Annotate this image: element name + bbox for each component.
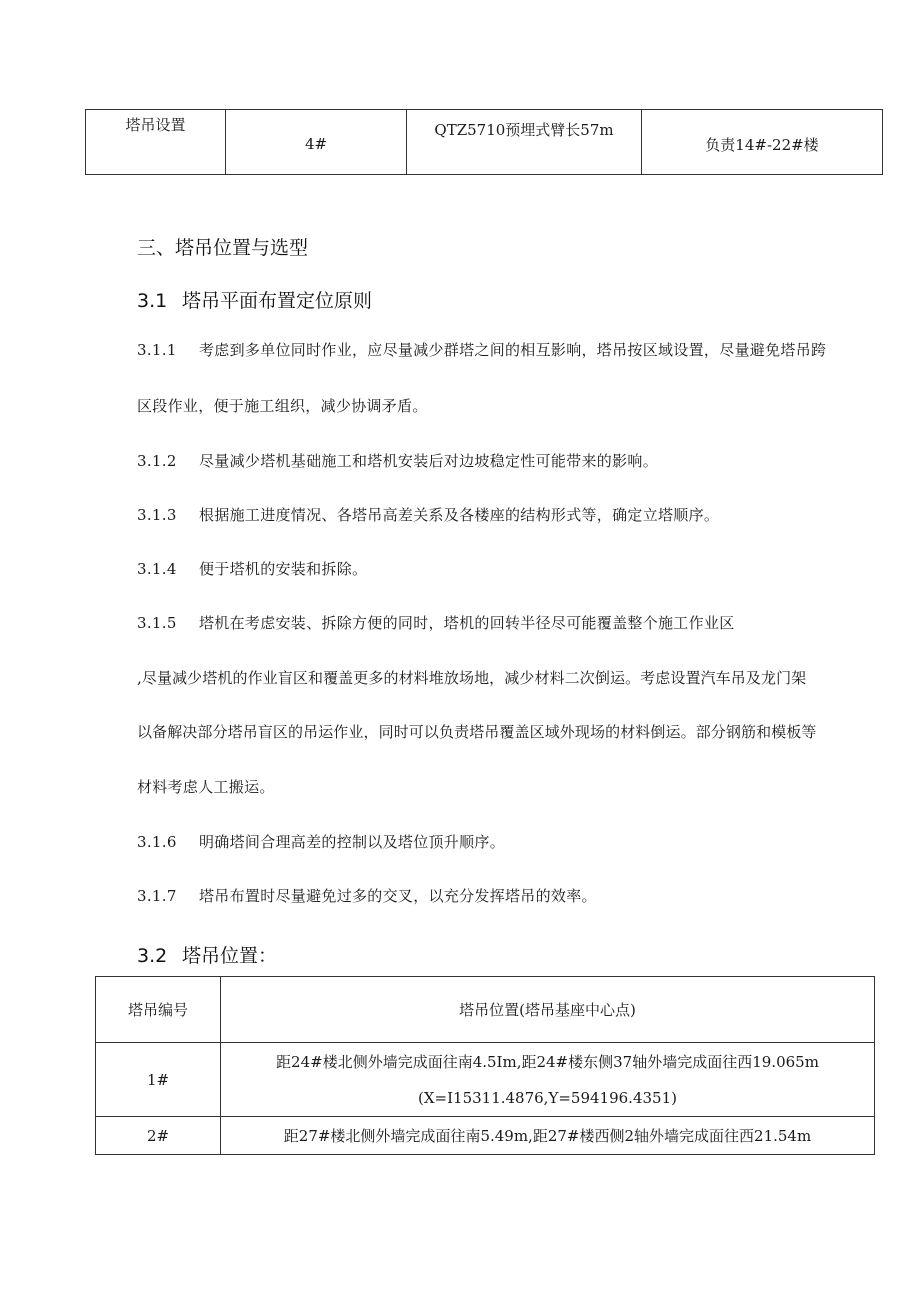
row-crane-position	[221, 1117, 875, 1155]
item-3-1-5-cont-2: 以备解决部分塔吊盲区的吊运作业，同时可以负责塔吊覆盖区域外现场的材料倒运。部分钢筋和模板等	[137, 723, 817, 741]
crane-setup-label: 塔吊设置	[125, 116, 186, 134]
subsection-3-1-number: 3.1	[137, 290, 168, 312]
crane-model-cell	[407, 110, 642, 175]
item-text: 尽量减少塔机基础施工和塔机安装后对边坡稳定性可能带来的影响。	[199, 452, 659, 470]
row-crane-id-value: 2#	[146, 1126, 170, 1145]
item-3-1-3	[137, 504, 719, 525]
subsection-3-1-title: 塔吊平面布置定位原则	[182, 290, 373, 312]
item-3-1-2	[137, 450, 658, 471]
crane-setup-label-cell	[86, 110, 226, 175]
item-3-1-7	[137, 885, 597, 906]
table-row	[96, 1043, 875, 1117]
item-3-1-5-cont-1: ,尽量减少塔机的作业盲区和覆盖更多的材料堆放场地，减少材料二次倒运。考虑设置汽车吊及龙门架	[137, 669, 807, 687]
item-text: 便于塔机的安装和拆除。	[199, 560, 368, 578]
crane-model: QTZ5710预埋式臂长57m	[434, 121, 614, 139]
item-3-1-4	[137, 558, 367, 579]
row-crane-id	[96, 1117, 221, 1155]
header-crane-id	[96, 977, 221, 1043]
item-text: 根据施工进度情况、各塔吊高差关系及各楼座的结构形式等，确定立塔顺序。	[199, 506, 720, 524]
row-crane-id-value: 1#	[146, 1070, 170, 1089]
item-number: 3.1.7	[137, 887, 177, 905]
item-3-1-5-cont-3: 材料考虑人工搬运。	[137, 778, 275, 796]
row-position-line-2: (X=I15311.4876,Y=594196.4351)	[418, 1088, 677, 1107]
section-title: 三、塔吊位置与选型	[137, 237, 309, 259]
row-position-line-1: 距27#楼北侧外墙完成面往南5.49m,距27#楼西侧2轴外墙完成面往西21.54m	[283, 1127, 812, 1145]
row-crane-position	[221, 1043, 875, 1117]
subsection-3-2-title: 塔吊位置：	[182, 945, 278, 967]
item-number: 3.1.6	[137, 833, 177, 851]
item-number: 3.1.1	[137, 341, 177, 359]
table-row	[96, 1117, 875, 1155]
crane-number-cell	[226, 110, 407, 175]
crane-position-table	[95, 976, 875, 1155]
item-3-1-1-cont: 区段作业，便于施工组织，减少协调矛盾。	[137, 397, 428, 415]
crane-scope: 负责14#-22#楼	[705, 135, 819, 154]
item-number: 3.1.4	[137, 560, 177, 578]
item-number: 3.1.5	[137, 614, 177, 632]
subsection-3-2-number: 3.2	[137, 945, 168, 967]
header-crane-position	[221, 977, 875, 1043]
row-crane-id	[96, 1043, 221, 1117]
crane-scope-cell	[642, 110, 883, 175]
crane-setup-table	[85, 109, 883, 175]
crane-number: 4#	[304, 135, 328, 153]
item-3-1-1	[137, 339, 826, 360]
header-crane-id-label: 塔吊编号	[127, 1001, 188, 1019]
subsection-3-2-heading	[137, 941, 277, 968]
item-3-1-6	[137, 831, 505, 852]
item-text: 塔机在考虑安装、拆除方便的同时，塔机的回转半径尽可能覆盖整个施工作业区	[199, 614, 735, 632]
item-3-1-5	[137, 612, 735, 633]
row-position-line-1: 距24#楼北侧外墙完成面往南4.5Im,距24#楼东侧37轴外墙完成面往西19.065m	[276, 1052, 819, 1071]
item-number: 3.1.2	[137, 452, 177, 470]
item-text: 塔吊布置时尽量避免过多的交叉，以充分发挥塔吊的效率。	[199, 887, 597, 905]
item-text: 考虑到多单位同时作业，应尽量减少群塔之间的相互影响，塔吊按区域设置，尽量避免塔吊跨	[199, 341, 827, 359]
item-text: 明确塔间合理高差的控制以及塔位顶升顺序。	[199, 833, 506, 851]
header-crane-position-label: 塔吊位置(塔吊基座中心点)	[459, 1001, 636, 1019]
item-number: 3.1.3	[137, 506, 177, 524]
subsection-3-1-heading	[137, 286, 372, 313]
